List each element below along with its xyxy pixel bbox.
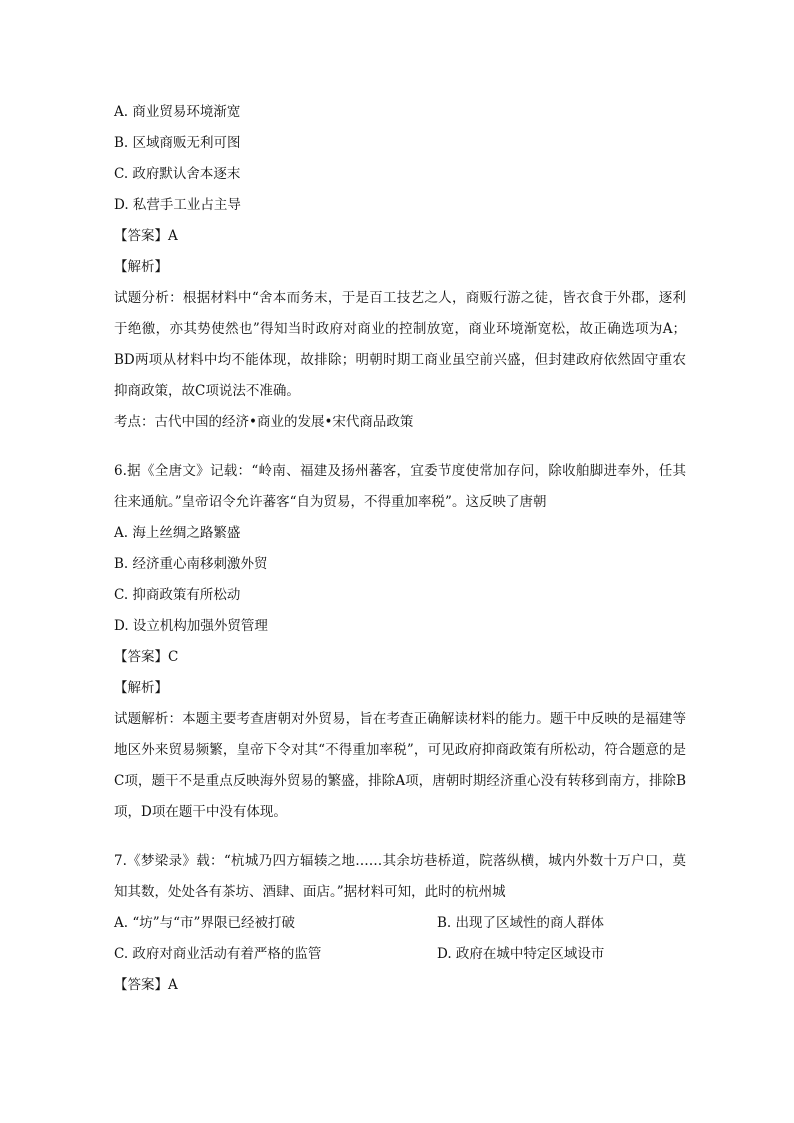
q7-options-row-1 [114,908,686,939]
q7-option-c: C. 政府对商业活动有着严格的监管 [114,946,322,962]
exam-page [114,97,686,1001]
question-7-block [114,846,686,1001]
question-6-block [114,456,686,828]
q7-options-row-2 [114,939,686,970]
spacer [114,828,686,846]
q7-answer: 【答案】A [114,977,178,993]
q6-option-d: D. 设立机构加强外贸管理 [114,618,268,634]
q5-point: 考点：古代中国的经济•商业的发展•宋代商品政策 [114,414,414,430]
q6-option-c: C. 抑商政策有所松动 [114,587,241,603]
q5-analysis: 试题分析：根据材料中“舍本而务末，于是百工技艺之人，商贩行游之徒，皆衣食于外郡，逐利于绝徼，亦其势使然也”得知当时政府对商业的控制放宽，商业环境渐宽松，故正确选项为A；BD两项从材料中均不能体现，故排除；明朝时期工商业虽空前兴盛，但封建政府依然固守重农抑商政策，故C项说法不准确。 [114,290,686,399]
q7-option-d: D. 政府在城中特定区域设市 [437,946,605,962]
q6-answer: 【答案】C [114,649,179,665]
question-5-block [114,97,686,438]
spacer [114,438,686,456]
q6-analysis-title: 【解析】 [114,680,168,696]
q5-option-d: D. 私营手工业占主导 [114,197,241,213]
q7-stem: 7.《梦梁录》载：“杭城乃四方辐辏之地……其余坊巷桥道，院落纵横，城内外数十万户口，莫知其数，处处各有茶坊、酒肆、面店。”据材料可知，此时的杭州城 [114,853,686,900]
q6-analysis: 试题解析：本题主要考查唐朝对外贸易，旨在考查正确解读材料的能力。题干中反映的是福建等地区外来贸易频繁，皇帝下令对其“不得重加率税”，可见政府抑商政策有所松动，符合题意的是C项，题干不是重点反映海外贸易的繁盛，排除A项，唐朝时期经济重心没有转移到南方，排除B项，D项在题干中没有体现。 [114,711,686,820]
q5-analysis-title: 【解析】 [114,259,168,275]
q6-option-a: A. 海上丝绸之路繁盛 [114,525,241,541]
q7-option-b: B. 出现了区域性的商人群体 [437,915,605,931]
q5-answer: 【答案】A [114,228,178,244]
q6-stem: 6.据《全唐文》记载：“岭南、福建及扬州蕃客，宜委节度使常加存问，除收舶脚进奉外，任其往来通航。”皇帝诏令允许蕃客“自为贸易，不得重加率税”。这反映了唐朝 [114,463,686,510]
q5-option-c: C. 政府默认舍本逐末 [114,166,241,182]
q7-option-a: A. “坊”与“市”界限已经被打破 [114,915,295,931]
q6-option-b: B. 经济重心南移刺激外贸 [114,556,268,572]
q5-option-a: A. 商业贸易环境渐宽 [114,104,241,120]
q5-option-b: B. 区域商贩无利可图 [114,135,241,151]
